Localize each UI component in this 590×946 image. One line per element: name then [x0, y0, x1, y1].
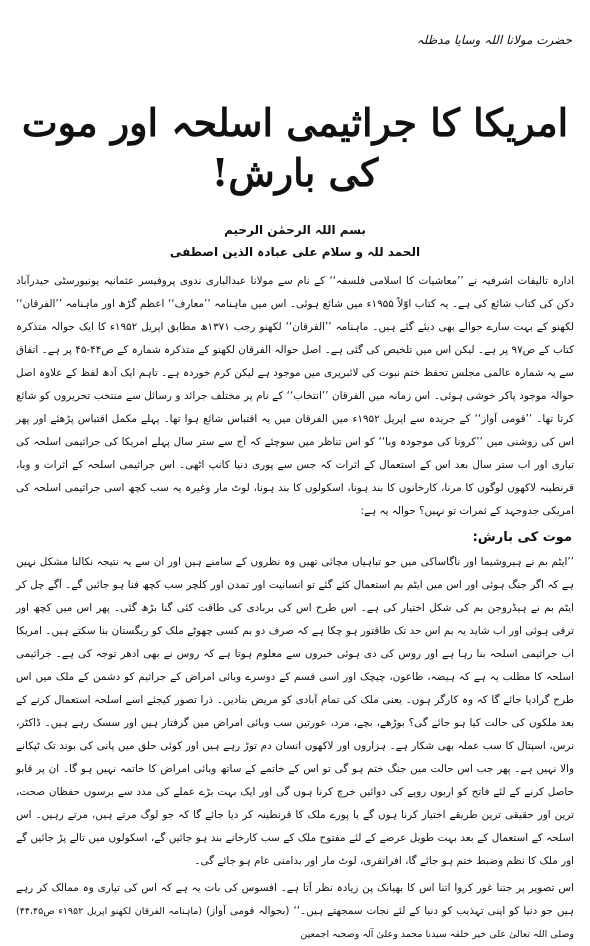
- closing-text: اس تصویر پر جتنا غور کروا اتنا اس کا بھیانک پن زیادہ نظر آتا ہے۔ افسوس کی بات یہ ہے کہ اس کی تیاری وہ ممالک کر رہے ہیں جو دنیا کو اپنی تہذیب کو دنیا کے لئے نجات سمجھتے ہیں۔‘‘ (بحوالہ قومی آواز): [16, 882, 574, 917]
- author-name: حضرت مولانا اللہ وسایا مدظلہ: [416, 33, 572, 47]
- quote-paragraph: ’’ایٹم بم نے ہیروشیما اور ناگاساکی میں جو تباہیاں مچائی تھیں وہ نظروں کے سامنے ہیں اور ان سے یہ نتیجہ نکالنا مشکل نہیں ہے کہ اگر جنگ ہوئی اور اس میں ایٹم بم استعمال کئے گئے تو انسانیت اور تمدن اور کلچر سب کچھ فنا ہو جائیں گے۔ آگے چل کر ایٹم بم نے ہیڈروجن بم کی شکل اختیار کی ہے۔ اس طرح اس کی بربادی کی طاقت کئی گنا بڑھ گئی۔ پھر اس میں کچھ اور ترقی ہوئی اور اب شاید یہ بم اس حد تک طاقتور ہو چکا ہے کہ صرف دو بم کسی چھوٹے ملک کو ریگستان بنا سکتے ہیں۔ امریکا اب جراثیمی اسلحہ بنا رہا ہے اور روس کی دی ہوئی خبروں سے معلوم ہوتا ہے کہ روس نے بھی ادھر توجہ کی ہے۔ جراثیمی اسلحہ کا مطلب یہ ہے کہ ہیضہ، طاعون، چیچک اور اسی قسم کے دوسرے وبائی امراض کے جراثیم کو دشمن کے ملک میں اس طرح گرادیا جائے گا کہ وہ کارگر ہوں۔ یعنی ملک کی تمام آبادی کو مریض بنادیں۔ ذرا تصور کیجئے اسے اسلحہ استعمال کرنے کے بعد ملکوں کی حالت کیا ہو جائے گی؟ بوڑھے، بچے، مرد، عورتیں سب وبائی امراض میں گرفتار ہیں اور سسک رہے ہیں۔ ڈاکٹر، نرس، اسپتال کا سب عملہ بھی شکار ہے۔ ہزاروں اور لاکھوں انسان دم توڑ رہے ہیں اور کوئی حلق میں پانی کی بوند تک ٹپکانے والا نہیں ہے۔ پھر جب اس حالت میں جنگ ختم ہو گی تو اس کے خاتمے کے ساتھ وبائی امراض کا خاتمہ نہیں ہو گا۔ ان پر قابو حاصل کرنے کے لئے فاتح کو اربوں روپے کی دوائیں خرچ کرنا ہوں گی اور ایک بہت بڑے عملے کی مدد سے برسوں حفظان صحت، ترین اور حقیقی ترین طریقے اختیار کرنا ہوں گے یا پورے ملک کا قرنطینہ کر دیا جائے گا کہ جو لوگ مرتے ہیں، مرتے رہیں۔ اس اسلحہ کے استعمال کے بعد بہت طویل عرصے کے لئے مفتوح ملک کے سب کارخانے بند ہو جائیں گے، اسکولوں میں تالے پڑ جائیں گے اور ملک کا نظم وضبط ختم ہو جائے گا، افراتفری، لوٹ مار اور بدامنی عام ہو جائے گی۔: [16, 556, 574, 867]
- reference-line: (ماہنامہ الفرقان لکھنو اپریل ۱۹۵۲ء ص۴۴،۴۵) وصلی اللہ تعالیٰ علی خیر خلقہ سیدنا محمد وعلیٰ آلہ وصحبہ اجمعین: [16, 906, 574, 940]
- basmala: بسم اللہ الرحمٰن الرحیم: [224, 223, 366, 237]
- closing-paragraph: [16, 877, 574, 946]
- section-heading: موت کی بارش:: [472, 530, 572, 545]
- article-title: امریکا کا جراثیمی اسلحہ اور موت کی بارش!: [21, 100, 569, 195]
- hamd-line: الحمد للہ و سلام علی عبادہ الذین اصطفی: [169, 245, 421, 259]
- intro-paragraph: ادارہ تالیفات اشرفیہ نے ’’معاشیات کا اسلامی فلسفہ‘‘ کے نام سے مولانا عبدالباری ندوی پروفیسر عثمانیہ یونیورسٹی حیدرآباد دکن کی کتاب شائع کی ہے۔ یہ کتاب اوّلاً ۱۹۵۵ء میں شائع ہوئی۔ اس میں ماہنامہ ’’معارف‘‘ اعظم گڑھ اور ماہنامہ ’’الفرقان‘‘ لکھنو کے بہت سارے حوالے بھی دیئے گئے ہیں۔ ماہنامہ ’’الفرقان‘‘ لکھنو رجب ۱۳۷۱ھ مطابق اپریل ۱۹۵۲ء کا ایک حوالہ متذکرہ کتاب کے ص۹۷ پر ہے۔ لیکن اس میں تلخیص کی گئی ہے۔ اصل حوالہ الفرقان لکھنو کے متذکرہ شمارہ کے ص۴۴-۴۵ پر ہے۔ اتفاق سے یہ شمارہ عالمی مجلس تحفظ ختم نبوت کی لائبریری میں موجود ہے لیکن کرم خوردہ ہے۔ تاہم ایک آدھ لفظ کے علاوہ اصل حوالہ موجود پاکر خوشی ہوئی۔ اس زمانہ میں الفرقان ’’انتخاب‘‘ کے نام پر مختلف جرائد و رسائل سے منتخب تحریروں کو شائع کرتا تھا۔ ’’قومی آواز‘‘ کے جریدہ سے اپریل ۱۹۵۲ء میں الفرقان میں یہ اقتباس شائع ہوا تھا۔ پہلے مکمل اقتباس پڑھئے اور پھر اس کی روشنی میں ’’کرونا کی موجودہ وبا‘‘ کو اس تناظر میں سوچئے کہ آج سے ستر سال پہلے امریکا کی جراثیمی اسلحہ کی تیاری اور اب ستر سال بعد اس کے استعمال کے اثرات کہ جس سے پوری دنیا کانپ اٹھی۔ اس جراثیمی اسلحہ کے اثرات و وبا، قرنطینہ لاکھوں لوگوں کا مرنا، کارخانوں کا بند ہونا، اسکولوں کا بند ہونا، لوٹ مار وغیرہ یہ سب کچھ اسی جراثیمی اسلحہ کی امریکی جدوجہد کے ثمرات تو نہیں؟ حوالہ یہ ہے:: [16, 275, 575, 517]
